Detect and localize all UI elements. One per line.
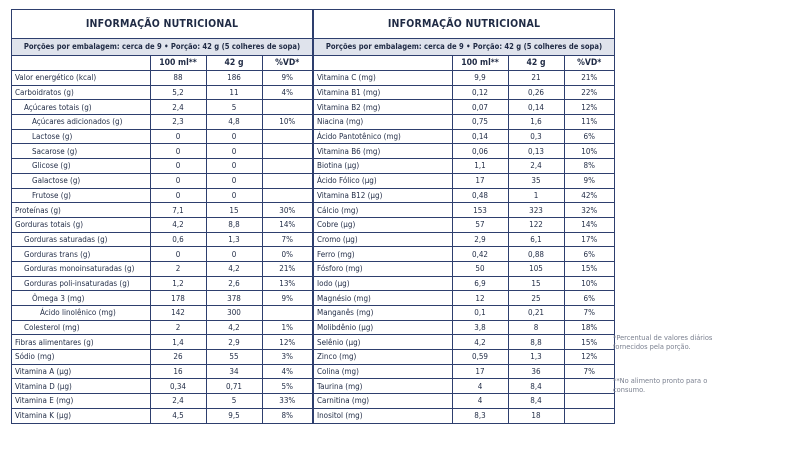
nutrient-name: Ácido linolênico (mg) <box>12 306 150 321</box>
value-100ml: 8,3 <box>452 408 508 422</box>
value-vd: 22% <box>564 85 614 100</box>
serving-info: Porções por embalagem: cerca de 9 • Porção: 42 g (5 colheres de sopa) <box>12 39 312 56</box>
table-row <box>314 100 614 115</box>
value-42g: 300 <box>206 306 262 321</box>
table-row <box>12 173 312 188</box>
table-row <box>314 261 614 276</box>
table-row <box>314 188 614 203</box>
value-100ml: 0,1 <box>452 306 508 321</box>
table-row <box>12 85 312 100</box>
value-42g: 0 <box>206 173 262 188</box>
value-100ml: 88 <box>150 71 206 86</box>
value-42g: 36 <box>508 364 564 379</box>
nutrient-name: Vitamina B12 (µg) <box>314 188 452 203</box>
value-42g: 34 <box>206 364 262 379</box>
value-42g: 4,2 <box>206 320 262 335</box>
nutrient-name: Ferro (mg) <box>314 247 452 262</box>
value-100ml: 0,75 <box>452 115 508 130</box>
table-title: INFORMAÇÃO NUTRICIONAL <box>314 10 614 39</box>
table-row <box>314 291 614 306</box>
table-row <box>12 71 312 86</box>
value-42g: 18 <box>508 408 564 422</box>
value-vd: 32% <box>564 203 614 218</box>
value-vd <box>262 173 312 188</box>
value-vd: 18% <box>564 320 614 335</box>
value-vd: 21% <box>564 71 614 86</box>
nutrient-rows <box>314 71 614 423</box>
table-row <box>314 394 614 409</box>
value-42g: 4,8 <box>206 115 262 130</box>
value-vd: 6% <box>564 291 614 306</box>
value-vd: 9% <box>564 173 614 188</box>
table-row <box>12 276 312 291</box>
value-vd: 10% <box>262 115 312 130</box>
table-row <box>314 159 614 174</box>
table-row <box>12 159 312 174</box>
value-vd: 12% <box>564 100 614 115</box>
value-100ml: 2,3 <box>150 115 206 130</box>
table-row <box>12 408 312 422</box>
value-100ml: 4 <box>452 394 508 409</box>
value-42g: 21 <box>508 71 564 86</box>
value-vd: 9% <box>262 291 312 306</box>
nutrient-name: Vitamina A (µg) <box>12 364 150 379</box>
nutrient-name: Vitamina E (mg) <box>12 394 150 409</box>
nutrition-table-left <box>11 9 313 424</box>
nutrition-grid <box>314 56 614 423</box>
value-vd: 3% <box>262 350 312 365</box>
value-vd: 13% <box>262 276 312 291</box>
value-100ml: 0,34 <box>150 379 206 394</box>
value-vd <box>564 379 614 394</box>
value-100ml: 9,9 <box>452 71 508 86</box>
nutrient-name: Taurina (mg) <box>314 379 452 394</box>
nutrient-name: Açúcares adicionados (g) <box>12 115 150 130</box>
value-100ml: 0,12 <box>452 85 508 100</box>
table-row <box>314 350 614 365</box>
value-42g: 0 <box>206 247 262 262</box>
nutrient-name: Ômega 3 (mg) <box>12 291 150 306</box>
value-42g: 15 <box>206 203 262 218</box>
value-42g: 0,21 <box>508 306 564 321</box>
nutrient-name: Vitamina B1 (mg) <box>314 85 452 100</box>
table-row <box>314 85 614 100</box>
value-100ml: 50 <box>452 261 508 276</box>
nutrient-name: Colina (mg) <box>314 364 452 379</box>
header-vd: %VD* <box>262 56 312 71</box>
value-42g: 35 <box>508 173 564 188</box>
table-row <box>12 364 312 379</box>
value-vd: 9% <box>262 71 312 86</box>
value-vd: 4% <box>262 85 312 100</box>
value-100ml: 178 <box>150 291 206 306</box>
value-vd: 5% <box>262 379 312 394</box>
value-100ml: 4,5 <box>150 408 206 422</box>
nutrient-name: Magnésio (mg) <box>314 291 452 306</box>
table-row <box>12 217 312 232</box>
value-100ml: 5,2 <box>150 85 206 100</box>
value-100ml: 2,9 <box>452 232 508 247</box>
nutrient-name: Gorduras poli-insaturadas (g) <box>12 276 150 291</box>
nutrient-name: Fósforo (mg) <box>314 261 452 276</box>
value-42g: 8,4 <box>508 394 564 409</box>
value-42g: 55 <box>206 350 262 365</box>
value-vd: 7% <box>564 306 614 321</box>
nutrient-name: Galactose (g) <box>12 173 150 188</box>
value-100ml: 1,4 <box>150 335 206 350</box>
value-vd: 1% <box>262 320 312 335</box>
nutrient-name: Colesterol (mg) <box>12 320 150 335</box>
table-row <box>314 144 614 159</box>
nutrient-name: Lactose (g) <box>12 129 150 144</box>
value-100ml: 2,4 <box>150 100 206 115</box>
value-vd: 6% <box>564 129 614 144</box>
value-100ml: 0,14 <box>452 129 508 144</box>
value-42g: 0,26 <box>508 85 564 100</box>
value-vd: 0% <box>262 247 312 262</box>
table-row <box>314 408 614 422</box>
value-42g: 9,5 <box>206 408 262 422</box>
header-vd: %VD* <box>564 56 614 71</box>
value-100ml: 0,42 <box>452 247 508 262</box>
value-vd: 10% <box>564 144 614 159</box>
value-vd <box>564 408 614 422</box>
table-row <box>314 335 614 350</box>
value-100ml: 0 <box>150 129 206 144</box>
value-vd: 12% <box>564 350 614 365</box>
value-42g: 0 <box>206 129 262 144</box>
nutrient-name: Vitamina K (µg) <box>12 408 150 422</box>
nutrient-name: Gorduras monoinsaturadas (g) <box>12 261 150 276</box>
table-row <box>314 115 614 130</box>
value-100ml: 17 <box>452 364 508 379</box>
table-row <box>314 276 614 291</box>
table-row <box>314 129 614 144</box>
value-42g: 0,3 <box>508 129 564 144</box>
value-42g: 122 <box>508 217 564 232</box>
value-vd: 8% <box>281 411 293 421</box>
value-vd: 17% <box>564 232 614 247</box>
nutrient-name: Niacina (mg) <box>314 115 452 130</box>
value-100ml: 1,1 <box>452 159 508 174</box>
value-42g: 0 <box>206 144 262 159</box>
value-100ml: 2,4 <box>150 394 206 409</box>
value-42g: 8 <box>508 320 564 335</box>
value-42g: 1,6 <box>508 115 564 130</box>
table-row <box>12 306 312 321</box>
value-100ml: 26 <box>150 350 206 365</box>
value-vd <box>262 129 312 144</box>
nutrient-name: Ácido Fólico (µg) <box>314 173 452 188</box>
nutrient-name: Proteínas (g) <box>12 203 150 218</box>
value-42g: 105 <box>508 261 564 276</box>
table-row <box>12 335 312 350</box>
value-100ml: 0 <box>150 144 206 159</box>
value-100ml: 6,9 <box>452 276 508 291</box>
value-42g: 4,2 <box>206 261 262 276</box>
value-100ml: 0,59 <box>452 350 508 365</box>
value-42g: 378 <box>206 291 262 306</box>
value-42g: 15 <box>508 276 564 291</box>
value-100ml: 16 <box>150 364 206 379</box>
table-row <box>314 71 614 86</box>
table-row <box>12 232 312 247</box>
value-100ml: 0,6 <box>150 232 206 247</box>
value-vd: 8% <box>564 159 614 174</box>
value-100ml: 17 <box>452 173 508 188</box>
value-vd: 14% <box>262 217 312 232</box>
value-100ml: 4,2 <box>452 335 508 350</box>
value-vd: 10% <box>564 276 614 291</box>
nutrient-name: Selênio (µg) <box>314 335 452 350</box>
nutrition-table-right <box>313 9 615 424</box>
value-100ml: 0 <box>150 159 206 174</box>
value-vd: 30% <box>262 203 312 218</box>
value-42g: 25 <box>508 291 564 306</box>
header-nutrient <box>314 56 452 71</box>
value-42g: 5 <box>206 100 262 115</box>
value-vd: 7% <box>564 364 614 379</box>
value-42g: 0,88 <box>508 247 564 262</box>
value-100ml: 57 <box>452 217 508 232</box>
nutrient-name: Iodo (µg) <box>314 276 452 291</box>
header-row <box>314 56 614 71</box>
value-vd: 15% <box>564 335 614 350</box>
value-42g: 2,9 <box>206 335 262 350</box>
nutrient-name: Gorduras saturadas (g) <box>12 232 150 247</box>
nutrient-name: Sódio (mg) <box>12 350 150 365</box>
table-row <box>12 144 312 159</box>
value-vd <box>564 394 614 409</box>
nutrient-name: Glicose (g) <box>12 159 150 174</box>
value-vd: 7% <box>262 232 312 247</box>
nutrient-name: Gorduras totais (g) <box>12 217 150 232</box>
table-row <box>12 188 312 203</box>
table-row <box>12 261 312 276</box>
nutrient-rows <box>12 71 312 423</box>
nutrient-name: Gorduras trans (g) <box>12 247 150 262</box>
table-row <box>314 364 614 379</box>
value-42g: 1,3 <box>508 350 564 365</box>
table-row <box>12 100 312 115</box>
serving-info: Porções por embalagem: cerca de 9 • Porção: 42 g (5 colheres de sopa) <box>314 39 614 56</box>
value-100ml: 142 <box>150 306 206 321</box>
nutrient-name: Carnitina (mg) <box>314 394 452 409</box>
value-42g: 8,4 <box>508 379 564 394</box>
table-row <box>12 291 312 306</box>
nutrition-grid <box>12 56 312 423</box>
value-42g: 186 <box>206 71 262 86</box>
value-vd <box>262 100 312 115</box>
value-100ml: 2 <box>150 320 206 335</box>
table-row <box>12 247 312 262</box>
table-title: INFORMAÇÃO NUTRICIONAL <box>12 10 312 39</box>
table-row <box>314 379 614 394</box>
nutrient-name: Sacarose (g) <box>12 144 150 159</box>
value-42g: 5 <box>206 394 262 409</box>
value-42g: 0,71 <box>206 379 262 394</box>
value-42g: 2,4 <box>508 159 564 174</box>
footnote-ready: **No alimento pronto para o consumo. <box>613 376 708 395</box>
table-row <box>12 379 312 394</box>
header-nutrient <box>12 56 150 71</box>
nutrient-name: Vitamina B6 (mg) <box>314 144 452 159</box>
nutrient-name: Zinco (mg) <box>314 350 452 365</box>
nutrient-name: Ácido Pantotênico (mg) <box>314 129 452 144</box>
value-vd <box>262 144 312 159</box>
table-row <box>12 129 312 144</box>
value-vd <box>262 159 312 174</box>
value-vd <box>262 188 312 203</box>
nutrient-name: Vitamina C (mg) <box>314 71 452 86</box>
value-42g: 11 <box>206 85 262 100</box>
value-100ml: 0 <box>150 173 206 188</box>
table-row <box>314 173 614 188</box>
nutrient-name: Cromo (µg) <box>314 232 452 247</box>
value-100ml: 0 <box>150 188 206 203</box>
nutrient-name: Cálcio (mg) <box>314 203 452 218</box>
value-42g: 1 <box>508 188 564 203</box>
value-42g: 8,8 <box>508 335 564 350</box>
value-100ml: 153 <box>452 203 508 218</box>
table-row <box>12 115 312 130</box>
value-vd: 6% <box>564 247 614 262</box>
header-42g: 42 g <box>206 56 262 71</box>
value-100ml: 4 <box>452 379 508 394</box>
value-vd: 21% <box>262 261 312 276</box>
value-vd: 14% <box>564 217 614 232</box>
value-vd: 11% <box>564 115 614 130</box>
footnote-vd: *Percentual de valores diários fornecidos pela porção. <box>613 333 713 352</box>
value-42g: 0,14 <box>508 100 564 115</box>
table-row <box>12 203 312 218</box>
value-100ml: 12 <box>452 291 508 306</box>
table-row <box>314 247 614 262</box>
value-100ml: 0,06 <box>452 144 508 159</box>
nutrient-name: Fibras alimentares (g) <box>12 335 150 350</box>
nutrient-name: Vitamina B2 (mg) <box>314 100 452 115</box>
value-100ml: 2 <box>150 261 206 276</box>
value-vd: 33% <box>262 394 312 409</box>
value-42g: 0,13 <box>508 144 564 159</box>
value-100ml: 3,8 <box>452 320 508 335</box>
value-42g: 2,6 <box>206 276 262 291</box>
value-42g: 323 <box>508 203 564 218</box>
nutrient-name: Carboidratos (g) <box>12 85 150 100</box>
nutrient-name: Molibdênio (µg) <box>314 320 452 335</box>
table-row <box>12 320 312 335</box>
nutrient-name: Vitamina D (µg) <box>12 379 150 394</box>
header-100ml: 100 ml** <box>150 56 206 71</box>
table-row <box>12 350 312 365</box>
value-vd: 4% <box>262 364 312 379</box>
value-42g: 0 <box>206 188 262 203</box>
nutrient-name: Manganês (mg) <box>314 306 452 321</box>
header-100ml: 100 ml** <box>452 56 508 71</box>
nutrient-name: Açúcares totais (g) <box>12 100 150 115</box>
table-row <box>314 217 614 232</box>
table-row <box>314 320 614 335</box>
nutrient-name: Biotina (µg) <box>314 159 452 174</box>
value-vd: 42% <box>564 188 614 203</box>
value-100ml: 0 <box>150 247 206 262</box>
nutrient-name: Cobre (µg) <box>314 217 452 232</box>
value-100ml: 7,1 <box>150 203 206 218</box>
nutrient-name: Inositol (mg) <box>314 408 452 422</box>
value-100ml: 0,48 <box>452 188 508 203</box>
value-100ml: 1,2 <box>150 276 206 291</box>
table-row <box>314 306 614 321</box>
value-42g: 8,8 <box>206 217 262 232</box>
nutrient-name: Frutose (g) <box>12 188 150 203</box>
header-row <box>12 56 312 71</box>
value-vd: 12% <box>262 335 312 350</box>
value-42g: 6,1 <box>508 232 564 247</box>
value-42g: 1,3 <box>206 232 262 247</box>
value-vd: 15% <box>564 261 614 276</box>
nutrient-name: Valor energético (kcal) <box>12 71 150 86</box>
table-row <box>314 203 614 218</box>
value-vd <box>262 306 312 321</box>
value-100ml: 0,07 <box>452 100 508 115</box>
header-42g: 42 g <box>508 56 564 71</box>
value-42g: 0 <box>206 159 262 174</box>
table-row <box>314 232 614 247</box>
value-100ml: 4,2 <box>150 217 206 232</box>
table-row <box>12 394 312 409</box>
